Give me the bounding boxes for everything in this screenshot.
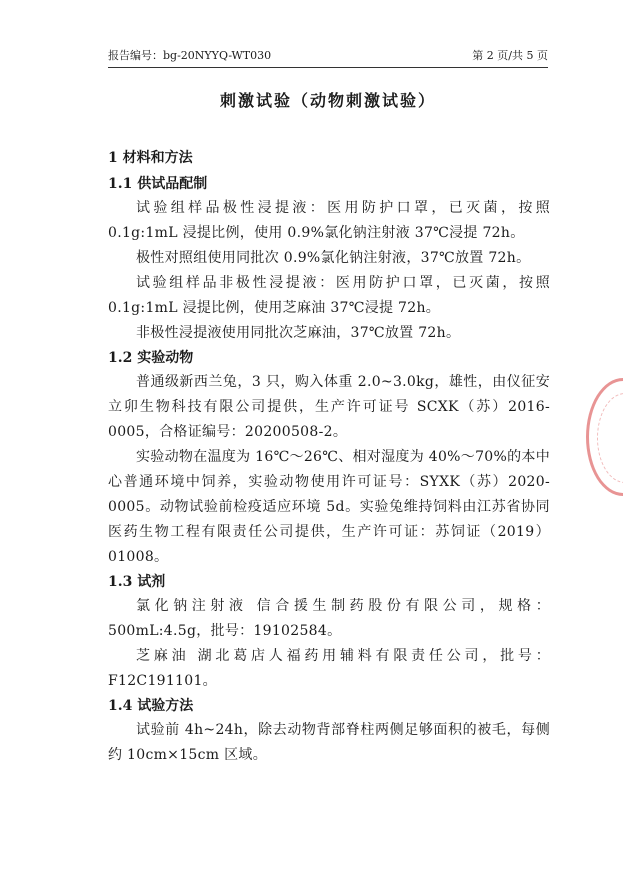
section-heading-animals: 1.2 实验动物 <box>108 350 194 366</box>
paragraph: 试验前 4h~24h，除去动物背部脊柱两侧足够面积的被毛，每侧约 10cm×15cm 区域。 <box>108 722 550 763</box>
paragraph: 非极性浸提液使用同批次芝麻油，37℃放置 72h。 <box>136 325 461 341</box>
paragraph: 试验组样品非极性浸提液：医用防护口罩，已灭菌，按照 0.1g:1mL 浸提比例，使用芝麻油 37℃浸提 72h。 <box>108 275 550 316</box>
page-header <box>108 48 548 64</box>
paragraph: 试验组样品极性浸提液：医用防护口罩，已灭菌，按照 0.1g:1mL 浸提比例，使用 0.9%氯化钠注射液 37℃浸提 72h。 <box>108 200 550 241</box>
paragraph: 极性对照组使用同批次 0.9%氯化钠注射液，37℃放置 72h。 <box>136 250 531 266</box>
paragraph: 实验动物在温度为 16℃～26℃、相对湿度为 40%～70%的本中心普通环境中饲养，实验动物使用许可证号：SYXK（苏）2020-0005。动物试验前检疫适应环境 5d。实验兔维持饲料由江苏省协同医药生物工程有限责任公司提供，生产许可证：苏饲证（2019）01008。 <box>108 449 550 565</box>
section-heading-sample-prep: 1.1 供试品配制 <box>108 176 208 192</box>
paragraph: 氯化钠注射液 信合援生制药股份有限公司，规格：500mL:4.5g，批号：19102584。 <box>108 598 550 639</box>
section-heading-materials-methods: 1 材料和方法 <box>108 150 193 166</box>
section-heading-reagents: 1.3 试剂 <box>108 574 166 590</box>
report-number: 报告编号：bg-20NYYQ-WT030 <box>108 49 272 62</box>
paragraph: 芝麻油 湖北葛店人福药用辅料有限责任公司，批号：F12C191101。 <box>108 648 550 689</box>
page-title: 刺激试验（动物刺激试验） <box>219 91 436 110</box>
seal-stamp <box>586 378 623 496</box>
paragraph: 普通级新西兰兔，3 只，购入体重 2.0~3.0kg，雄性，由仪征安立卯生物科技有限公司提供，生产许可证号 SCXK（苏）2016-0005，合格证编号：20200508-2。 <box>108 374 550 440</box>
seal-inner-ring <box>597 393 623 483</box>
page-number: 第 2 页/共 5 页 <box>472 49 548 62</box>
header-divider <box>108 67 548 68</box>
report-body <box>108 146 550 768</box>
section-heading-test-method: 1.4 试验方法 <box>108 698 194 714</box>
